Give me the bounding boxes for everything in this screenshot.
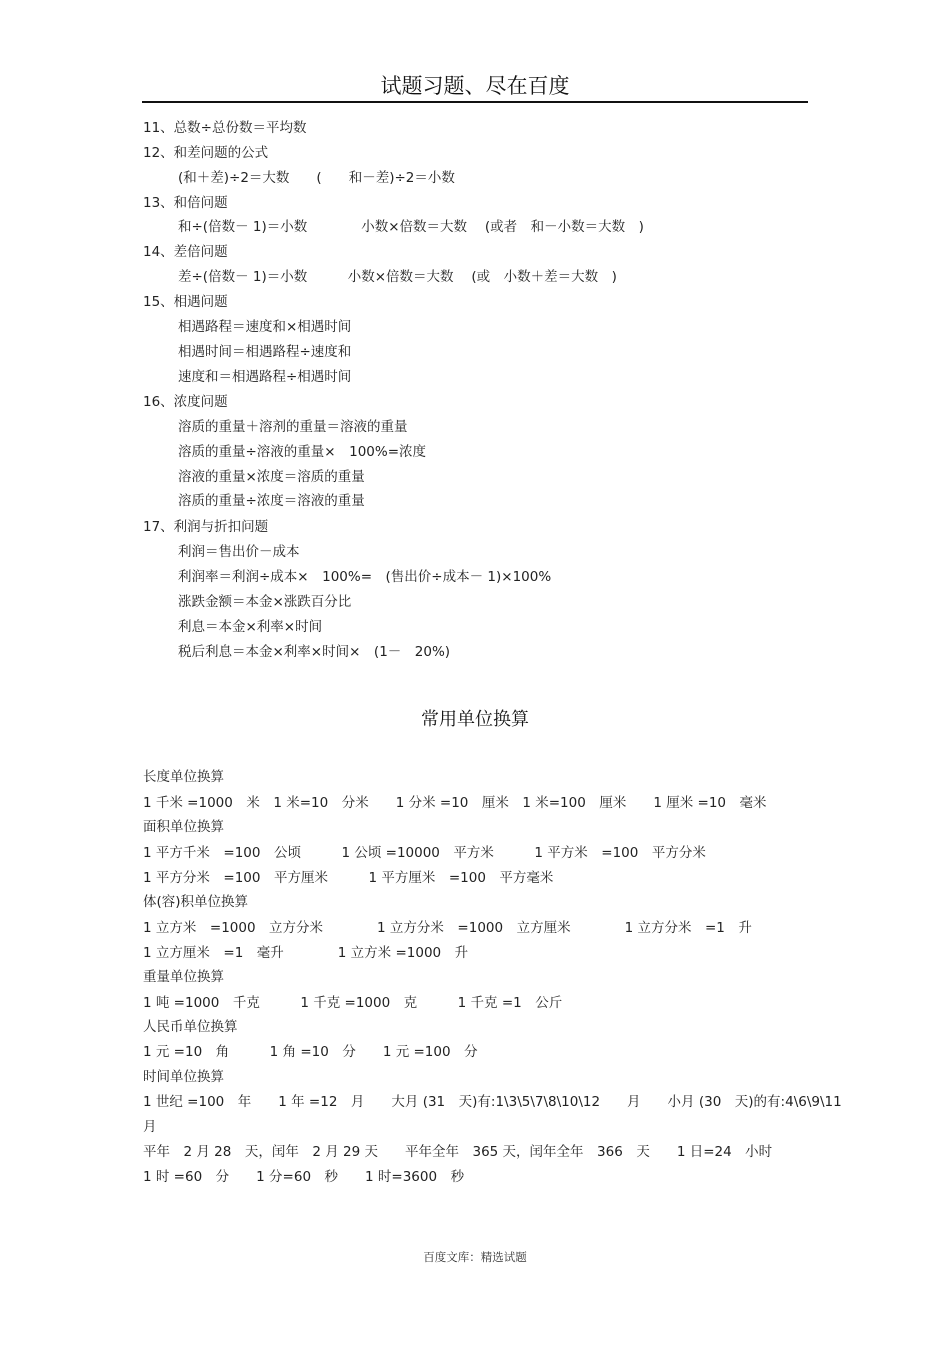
formula-line: 利润＝售出价－成本: [178, 544, 300, 560]
formula-heading: 17、利润与折扣问题: [143, 519, 269, 535]
unit-category-heading: 面积单位换算: [143, 819, 224, 835]
unit-conversion-line: 1 千米 =1000 米 1 米=10 分米 1 分米 =10 厘米 1 米=100 厘米 1 厘米 =10 毫米: [143, 795, 767, 811]
unit-conversion-line: 1 元 =10 角 1 角 =10 分 1 元 =100 分: [143, 1044, 478, 1060]
formula-line: 溶液的重量×浓度＝溶质的重量: [178, 469, 365, 485]
formula-heading: 15、相遇问题: [143, 294, 228, 310]
header-divider: [142, 101, 808, 103]
formula-heading: 16、浓度问题: [143, 394, 228, 410]
unit-conversion-line: 1 平方分米 =100 平方厘米 1 平方厘米 =100 平方毫米: [143, 870, 554, 886]
formula-line: 速度和＝相遇路程÷相遇时间: [178, 369, 352, 385]
unit-conversion-line: 平年 2 月 28 天，闰年 2 月 29 天 平年全年 365 天，闰年全年 366 天 1 日=24 小时: [143, 1144, 773, 1160]
unit-conversion-line: 1 世纪 =100 年 1 年 =12 月 大月 (31 天)有:1\3\5\7\8\10\12 月 小月 (30 天)的有:4\6\9\11: [143, 1094, 842, 1110]
units-section-title: 常用单位换算: [421, 709, 529, 730]
unit-category-heading: 体(容)积单位换算: [143, 894, 249, 910]
formula-line: 溶质的重量÷溶液的重量× 100%=浓度: [178, 444, 427, 460]
unit-conversion-line: 1 立方米 =1000 立方分米 1 立方分米 =1000 立方厘米 1 立方分米 =1 升: [143, 920, 752, 936]
unit-conversion-line: 1 平方千米 =100 公顷 1 公顷 =10000 平方米 1 平方米 =100 平方分米: [143, 845, 706, 861]
formula-line: (和＋差)÷2＝大数 ( 和－差)÷2＝小数: [178, 170, 455, 186]
formula-heading: 12、和差问题的公式: [143, 145, 269, 161]
unit-category-heading: 长度单位换算: [143, 769, 224, 785]
formula-line: 溶质的重量＋溶剂的重量＝溶液的重量: [178, 419, 408, 435]
formula-line: 11、总数÷总份数＝平均数: [143, 120, 307, 136]
formula-heading: 14、差倍问题: [143, 244, 228, 260]
formula-line: 税后利息＝本金×利率×时间× (1－ 20%): [178, 644, 451, 660]
formula-line: 利息＝本金×利率×时间: [178, 619, 323, 635]
unit-conversion-line: 1 立方厘米 =1 毫升 1 立方米 =1000 升: [143, 945, 469, 961]
formula-line: 利润率＝利润÷成本× 100%= (售出价÷成本－ 1)×100%: [178, 569, 552, 585]
unit-category-heading: 人民币单位换算: [143, 1019, 238, 1035]
page-footer: 百度文库：精选试题: [423, 1250, 527, 1264]
formula-line: 相遇路程＝速度和×相遇时间: [178, 319, 352, 335]
formula-line: 和÷(倍数－ 1)＝小数 小数×倍数＝大数 (或者 和－小数＝大数 ): [178, 219, 644, 235]
formula-line: 相遇时间＝相遇路程÷速度和: [178, 344, 352, 360]
unit-conversion-line: 1 吨 =1000 千克 1 千克 =1000 克 1 千克 =1 公斤: [143, 995, 563, 1011]
formula-heading: 13、和倍问题: [143, 195, 228, 211]
unit-conversion-line: 1 时 =60 分 1 分=60 秒 1 时=3600 秒: [143, 1169, 465, 1185]
page-header-title: 试题习题、尽在百度: [380, 74, 570, 98]
formula-line: 差÷(倍数－ 1)＝小数 小数×倍数＝大数 (或 小数＋差＝大数 ): [178, 269, 617, 285]
unit-category-heading: 时间单位换算: [143, 1069, 224, 1085]
unit-conversion-line: 月: [143, 1119, 157, 1135]
unit-category-heading: 重量单位换算: [143, 969, 224, 985]
formula-line: 溶质的重量÷浓度＝溶液的重量: [178, 493, 365, 509]
formula-line: 涨跌金额＝本金×涨跌百分比: [178, 594, 352, 610]
